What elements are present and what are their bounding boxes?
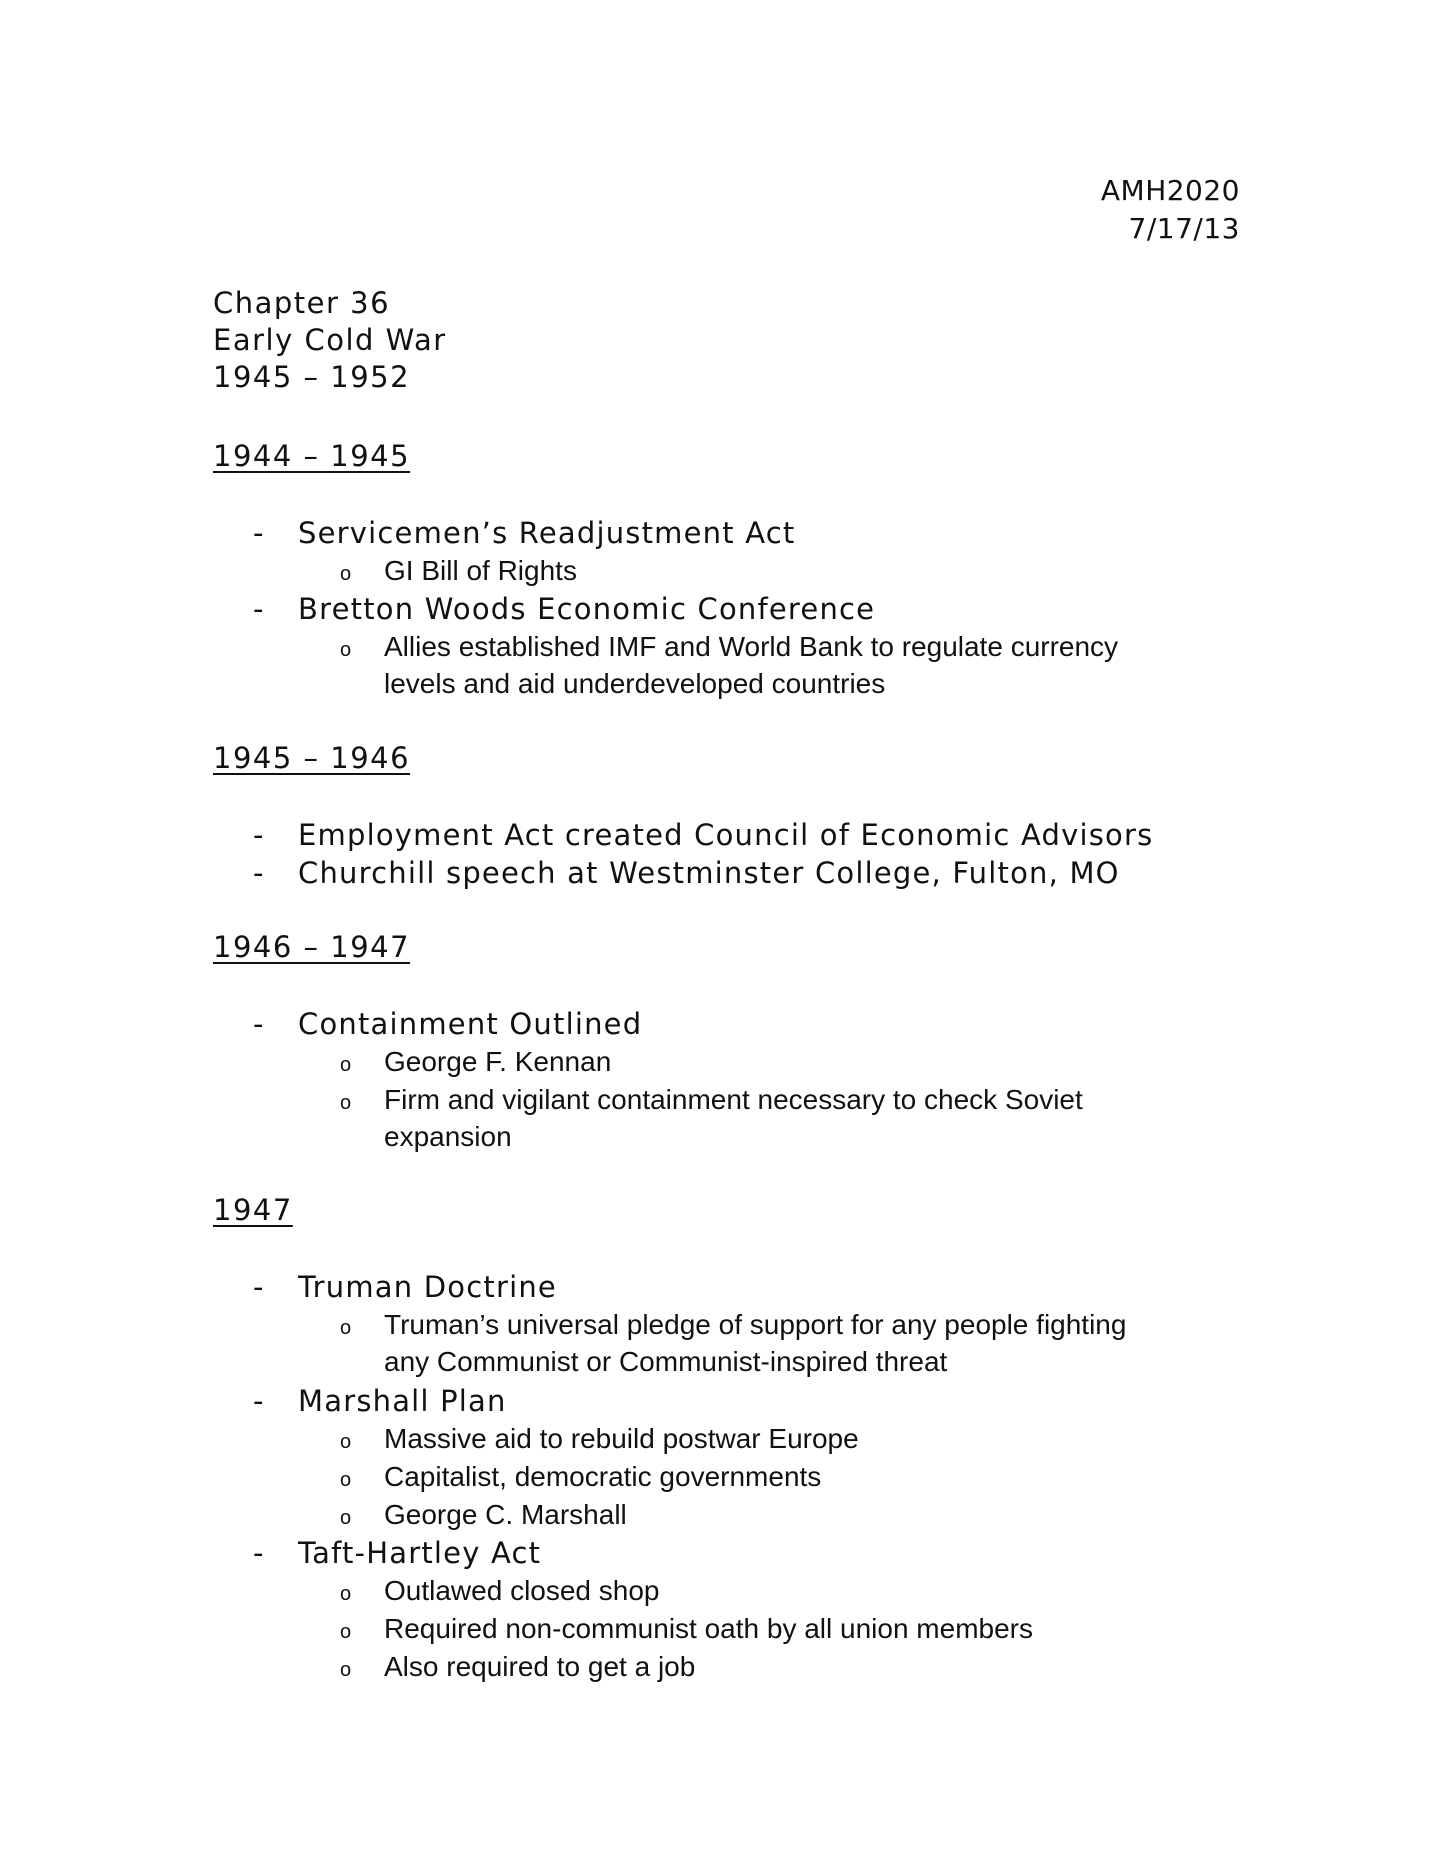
outline-item <box>253 1268 557 1306</box>
item-label: Servicemen’s Readjustment Act <box>298 516 796 550</box>
sub-item <box>340 1496 627 1533</box>
outline-item <box>253 514 795 552</box>
dash-bullet: - <box>253 856 265 890</box>
chapter-number: Chapter 36 <box>213 286 391 320</box>
item-label: Employment Act created Council of Economic Advisors <box>298 818 1154 852</box>
sub-item <box>340 1306 1126 1380</box>
sub-item-text-continued: levels and aid underdeveloped countries <box>384 668 886 699</box>
section-heading: 1944 – 1945 <box>213 439 411 473</box>
dash-bullet: - <box>253 818 265 852</box>
chapter-years: 1945 – 1952 <box>213 360 411 394</box>
outline-item <box>253 1005 642 1043</box>
circle-bullet-icon: o <box>340 563 352 585</box>
circle-bullet-icon: o <box>340 1507 352 1529</box>
section-heading: 1947 <box>213 1193 293 1227</box>
dash-bullet: - <box>253 1536 265 1570</box>
sub-item <box>340 1420 859 1457</box>
sub-item <box>340 552 577 589</box>
item-label: Churchill speech at Westminster College, Fulton, MO <box>298 856 1120 890</box>
sub-item-text: George F. Kennan <box>384 1046 612 1077</box>
circle-bullet-icon: o <box>340 639 352 661</box>
section-heading: 1946 – 1947 <box>213 930 411 964</box>
sub-item-text: Truman’s universal pledge of support for any people fighting <box>384 1309 1127 1340</box>
dash-bullet: - <box>253 1270 265 1304</box>
dash-bullet: - <box>253 592 265 626</box>
dash-bullet: - <box>253 1384 265 1418</box>
sub-item-text: Capitalist, democratic governments <box>384 1461 822 1492</box>
item-label: Bretton Woods Economic Conference <box>298 592 876 626</box>
item-label: Containment Outlined <box>298 1007 643 1041</box>
sub-item-text: Also required to get a job <box>384 1651 696 1682</box>
course-code: AMH2020 <box>1100 174 1240 207</box>
sub-item-text: George C. Marshall <box>384 1499 627 1530</box>
item-label: Taft-Hartley Act <box>298 1536 542 1570</box>
outline-item <box>253 816 1153 854</box>
note-date: 7/17/13 <box>1128 212 1240 245</box>
sub-item-text: Allies established IMF and World Bank to regulate currency <box>384 631 1119 662</box>
sub-item <box>340 1043 611 1080</box>
item-label: Marshall Plan <box>298 1384 507 1418</box>
item-label: Truman Doctrine <box>298 1270 557 1304</box>
course-header <box>1101 172 1240 248</box>
sub-item-text-continued: expansion <box>384 1121 512 1152</box>
sub-item <box>340 1081 1083 1155</box>
circle-bullet-icon: o <box>340 1317 352 1339</box>
outline-item <box>253 1534 541 1572</box>
sub-item-text: Required non-communist oath by all union members <box>384 1613 1033 1644</box>
circle-bullet-icon: o <box>340 1621 352 1643</box>
sub-item <box>340 1648 695 1685</box>
sub-item <box>340 628 1118 702</box>
section-heading: 1945 – 1946 <box>213 741 411 775</box>
sub-item-text: Firm and vigilant containment necessary to check Soviet <box>384 1084 1083 1115</box>
sub-item-text-continued: any Communist or Communist-inspired threat <box>384 1346 948 1377</box>
sub-item-text: GI Bill of Rights <box>384 555 577 586</box>
circle-bullet-icon: o <box>340 1469 352 1491</box>
circle-bullet-icon: o <box>340 1659 352 1681</box>
sub-item-text: Outlawed closed shop <box>384 1575 660 1606</box>
circle-bullet-icon: o <box>340 1583 352 1605</box>
dash-bullet: - <box>253 516 265 550</box>
chapter-title-block <box>213 285 447 396</box>
sub-item <box>340 1458 821 1495</box>
circle-bullet-icon: o <box>340 1054 352 1076</box>
circle-bullet-icon: o <box>340 1092 352 1114</box>
outline-item <box>253 1382 507 1420</box>
dash-bullet: - <box>253 1007 265 1041</box>
outline-item <box>253 590 875 628</box>
chapter-topic: Early Cold War <box>213 323 447 357</box>
sub-item-text: Massive aid to rebuild postwar Europe <box>384 1423 859 1454</box>
outline-item <box>253 854 1120 892</box>
sub-item <box>340 1572 660 1609</box>
circle-bullet-icon: o <box>340 1431 352 1453</box>
sub-item <box>340 1610 1033 1647</box>
